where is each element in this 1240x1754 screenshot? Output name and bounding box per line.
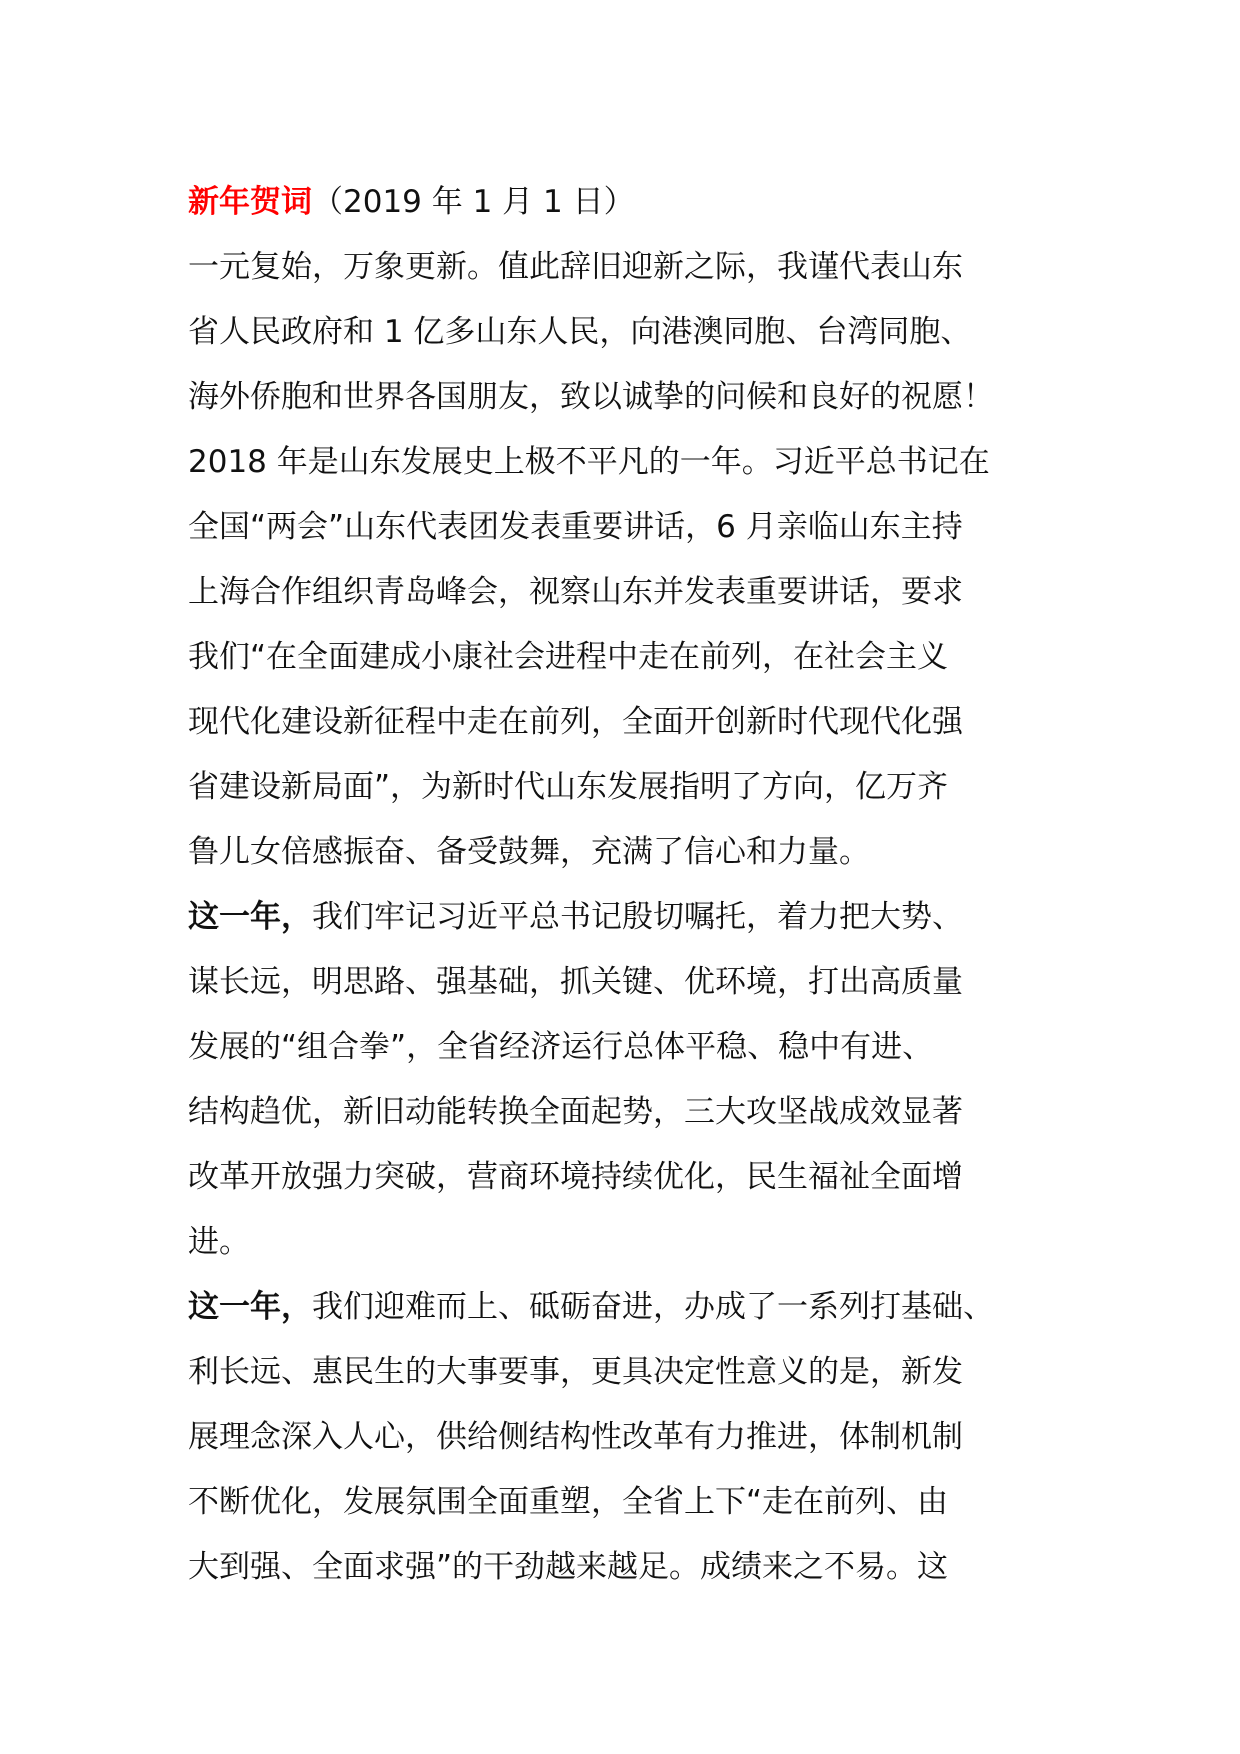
text-line: 进。 [188, 1224, 250, 1260]
paragraph-three-first-line [188, 1275, 1088, 1340]
text-line: 利长远、惠民生的大事要事，更具决定性意义的是，新发 [188, 1354, 963, 1390]
heading-line [188, 170, 1088, 235]
text-line: 省人民政府和 1 亿多山东人民，向港澳同胞、台湾同胞、 [188, 314, 972, 350]
text-line: 现代化建设新征程中走在前列，全面开创新时代现代化强 [188, 704, 963, 740]
text-line: 省建设新局面”，为新时代山东发展指明了方向，亿万齐 [188, 769, 949, 805]
document-body [188, 170, 1088, 1600]
paragraph-lead: 这一年， [188, 899, 312, 935]
document-title: 新年贺词 [188, 184, 312, 220]
paragraph-lead: 这一年， [188, 1289, 312, 1325]
text-line: 不断优化，发展氛围全面重塑，全省上下“走在前列、由 [188, 1484, 949, 1520]
text-line: 发展的“组合拳”，全省经济运行总体平稳、稳中有进、 [188, 1029, 934, 1065]
text-line: 改革开放强力突破，营商环境持续优化，民生福祉全面增 [188, 1159, 963, 1195]
text-line: 一元复始，万象更新。值此辞旧迎新之际，我谨代表山东 [188, 249, 963, 285]
paragraph-text: 我们迎难而上、砥砺奋进，办成了一系列打基础、 [312, 1289, 994, 1325]
document-date: （2019 年 1 月 1 日） [312, 184, 635, 220]
text-line: 上海合作组织青岛峰会，视察山东并发表重要讲话，要求 [188, 574, 963, 610]
text-line: 大到强、全面求强”的干劲越来越足。成绩来之不易。这 [188, 1549, 949, 1585]
text-line: 结构趋优，新旧动能转换全面起势，三大攻坚战成效显著 [188, 1094, 963, 1130]
paragraph-text: 我们牢记习近平总书记殷切嘱托，着力把大势、 [312, 899, 963, 935]
text-line: 我们“在全面建成小康社会进程中走在前列，在社会主义 [188, 639, 949, 675]
text-line: 展理念深入人心，供给侧结构性改革有力推进，体制机制 [188, 1419, 963, 1455]
text-line: 鲁儿女倍感振奋、备受鼓舞，充满了信心和力量。 [188, 834, 870, 870]
text-line: 2018 年是山东发展史上极不平凡的一年。习近平总书记在 [188, 444, 990, 480]
text-line: 谋长远，明思路、强基础，抓关键、优环境，打出高质量 [188, 964, 963, 1000]
text-line: 海外侨胞和世界各国朋友，致以诚挚的问候和良好的祝愿！ [188, 379, 994, 415]
paragraph-two-first-line [188, 885, 1088, 950]
text-line: 全国“两会”山东代表团发表重要讲话，6 月亲临山东主持 [188, 509, 963, 545]
